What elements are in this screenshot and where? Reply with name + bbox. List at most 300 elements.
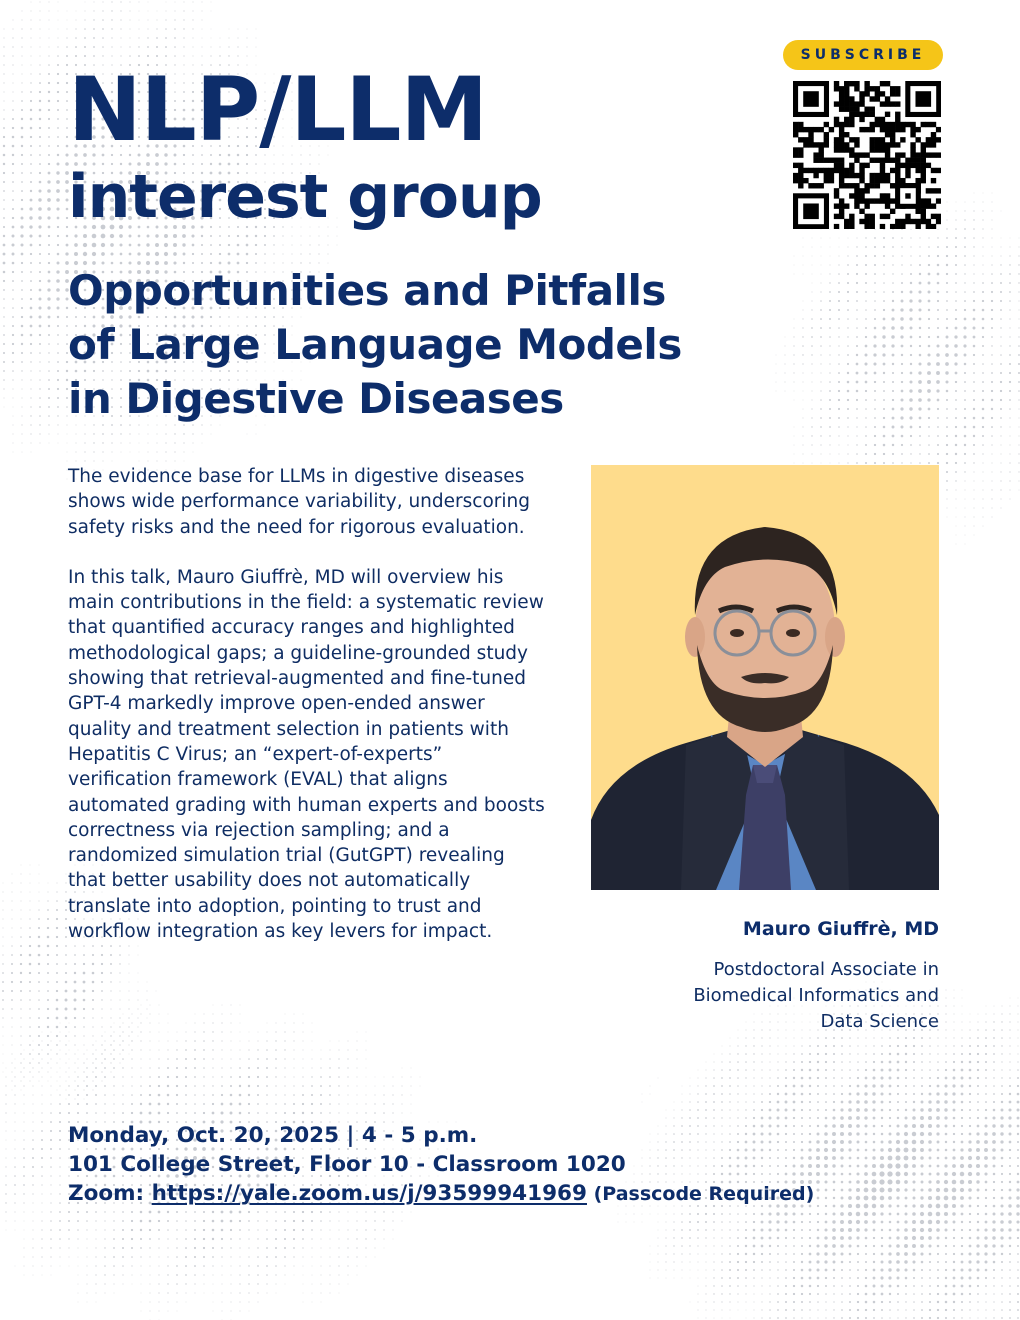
halftone-dot — [991, 264, 992, 265]
halftone-dot — [910, 237, 911, 238]
halftone-dot — [965, 508, 966, 509]
halftone-dot — [705, 1285, 706, 1286]
halftone-dot — [697, 1093, 698, 1094]
halftone-dot — [1001, 1101, 1003, 1103]
halftone-dot — [256, 434, 257, 435]
halftone-dot — [159, 1041, 160, 1042]
halftone-dot — [185, 1103, 187, 1105]
halftone-dot — [51, 1041, 52, 1042]
halftone-dot — [77, 1076, 78, 1077]
halftone-dot — [896, 1180, 901, 1185]
halftone-dot — [833, 1093, 835, 1095]
halftone-dot — [1009, 318, 1010, 319]
halftone-dot — [129, 235, 132, 238]
halftone-dot — [874, 282, 876, 284]
halftone-dot — [221, 1049, 222, 1050]
halftone-dot — [745, 1045, 746, 1046]
halftone-dot — [139, 2, 140, 3]
halftone-dot — [149, 1085, 151, 1087]
halftone-dot — [872, 1084, 875, 1087]
halftone-dot — [856, 363, 859, 366]
halftone-dot — [57, 154, 59, 156]
halftone-dot — [794, 256, 795, 257]
halftone-dot — [3, 118, 5, 120]
halftone-dot — [1016, 1188, 1019, 1191]
halftone-dot — [944, 1084, 947, 1087]
halftone-dot — [713, 1293, 714, 1294]
halftone-dot — [95, 1049, 96, 1050]
halftone-dot — [6, 1131, 7, 1132]
halftone-dot — [1016, 1204, 1020, 1208]
halftone-dot — [897, 1085, 899, 1087]
halftone-dot — [901, 246, 902, 247]
halftone-dot — [84, 442, 85, 443]
halftone-dot — [221, 1103, 224, 1106]
halftone-dot — [48, 271, 51, 274]
halftone-dot — [965, 499, 966, 500]
halftone-dot — [1010, 1006, 1011, 1007]
halftone-dot — [1009, 1165, 1011, 1167]
halftone-dot — [874, 291, 876, 293]
halftone-dot — [785, 1237, 787, 1239]
halftone-dot — [889, 1317, 890, 1318]
halftone-dot — [132, 1014, 133, 1015]
halftone-dot — [41, 1139, 43, 1141]
halftone-dot — [960, 1156, 964, 1160]
halftone-dot — [777, 1301, 779, 1303]
halftone-dot — [30, 118, 33, 121]
halftone-dot — [194, 1103, 196, 1105]
halftone-dot — [777, 1229, 780, 1232]
halftone-dot — [176, 1049, 177, 1050]
halftone-dot — [825, 1269, 828, 1272]
halftone-dot — [812, 256, 813, 257]
halftone-dot — [21, 181, 23, 183]
halftone-dot — [809, 1037, 810, 1038]
halftone-dot — [1018, 309, 1019, 310]
halftone-dot — [302, 1094, 304, 1096]
halftone-dot — [816, 1172, 820, 1176]
halftone-dot — [973, 237, 975, 239]
halftone-dot — [158, 1067, 160, 1069]
halftone-dot — [57, 55, 59, 57]
halftone-dot — [38, 189, 41, 192]
halftone-dot — [919, 345, 921, 347]
halftone-dot — [721, 1085, 723, 1087]
halftone-dot — [961, 1301, 963, 1303]
halftone-dot — [1000, 372, 1002, 374]
halftone-dot — [12, 316, 14, 318]
halftone-dot — [809, 1277, 812, 1280]
halftone-dot — [937, 1269, 939, 1271]
halftone-dot — [139, 29, 140, 30]
halftone-dot — [993, 1021, 994, 1022]
halftone-dot — [977, 1229, 980, 1232]
halftone-dot — [1009, 1061, 1010, 1062]
halftone-dot — [881, 1133, 884, 1136]
halftone-dot — [721, 1269, 723, 1271]
halftone-dot — [57, 352, 59, 354]
halftone-dot — [982, 273, 983, 274]
halftone-dot — [293, 1085, 294, 1086]
halftone-dot — [1009, 480, 1010, 481]
halftone-dot — [945, 1013, 946, 1014]
halftone-dot — [982, 327, 985, 330]
halftone-dot — [889, 1117, 891, 1119]
halftone-dot — [705, 1309, 706, 1310]
halftone-dot — [761, 1317, 762, 1318]
halftone-dot — [954, 335, 957, 338]
halftone-dot — [123, 1014, 124, 1015]
halftone-dot — [982, 435, 984, 437]
halftone-dot — [913, 1053, 915, 1055]
halftone-dot — [777, 1317, 779, 1319]
halftone-dot — [30, 370, 31, 371]
halftone-dot — [753, 1237, 756, 1240]
halftone-dot — [666, 1214, 667, 1215]
halftone-dot — [928, 444, 930, 446]
halftone-dot — [745, 1061, 747, 1063]
halftone-dot — [945, 1133, 948, 1136]
halftone-dot — [929, 1157, 932, 1160]
halftone-dot — [874, 390, 876, 392]
halftone-dot — [32, 1067, 33, 1068]
halftone-dot — [122, 1031, 123, 1032]
halftone-dot — [356, 1058, 357, 1059]
halftone-dot — [21, 334, 24, 337]
halftone-dot — [920, 1164, 923, 1167]
halftone-dot — [130, 452, 131, 453]
halftone-dot — [249, 1032, 250, 1033]
halftone-dot — [769, 1261, 771, 1263]
halftone-dot — [273, 235, 275, 237]
halftone-dot — [59, 1130, 61, 1132]
halftone-dot — [905, 1285, 907, 1287]
halftone-dot — [912, 1116, 916, 1120]
halftone-dot — [946, 336, 949, 339]
halftone-dot — [838, 372, 840, 374]
halftone-dot — [812, 463, 813, 464]
halftone-dot — [921, 1269, 923, 1271]
halftone-dot — [946, 462, 948, 464]
halftone-dot — [874, 426, 876, 428]
halftone-dot — [793, 1221, 796, 1224]
halftone-dot — [912, 1204, 915, 1207]
halftone-dot — [15, 1068, 16, 1069]
halftone-dot — [944, 1212, 948, 1216]
halftone-dot — [973, 408, 975, 410]
halftone-dot — [937, 327, 939, 329]
halftone-dot — [30, 388, 31, 389]
halftone-dot — [210, 253, 212, 255]
halftone-dot — [793, 1109, 796, 1112]
halftone-dot — [650, 1214, 651, 1215]
halftone-dot — [176, 1058, 178, 1060]
halftone-dot — [982, 291, 984, 293]
halftone-dot — [156, 37, 158, 39]
halftone-dot — [21, 64, 22, 65]
halftone-dot — [84, 37, 86, 39]
halftone-dot — [857, 1317, 859, 1319]
halftone-dot — [829, 435, 830, 436]
halftone-dot — [311, 1076, 312, 1077]
halftone-dot — [928, 291, 931, 294]
halftone-dot — [30, 298, 32, 300]
halftone-dot — [1001, 1013, 1002, 1014]
halftone-dot — [658, 1278, 659, 1279]
halftone-dot — [849, 1261, 851, 1263]
halftone-dot — [839, 238, 840, 239]
halftone-dot — [848, 1116, 852, 1120]
halftone-dot — [904, 1148, 909, 1153]
halftone-dot — [1009, 327, 1010, 328]
halftone-dot — [3, 154, 6, 157]
halftone-dot — [131, 1112, 133, 1114]
halftone-dot — [901, 345, 904, 348]
halftone-dot — [848, 238, 849, 239]
halftone-dot — [881, 1261, 884, 1264]
halftone-dot — [366, 1032, 367, 1033]
halftone-dot — [650, 1254, 651, 1255]
halftone-dot — [120, 253, 123, 256]
halftone-dot — [164, 234, 168, 238]
halftone-dot — [889, 1245, 892, 1248]
halftone-dot — [912, 1228, 916, 1232]
halftone-dot — [49, 20, 50, 21]
halftone-dot — [969, 1077, 972, 1080]
halftone-dot — [889, 1309, 891, 1311]
halftone-dot — [698, 1286, 699, 1287]
halftone-dot — [785, 1061, 786, 1062]
halftone-dot — [39, 73, 41, 75]
halftone-dot — [985, 1285, 987, 1287]
halftone-dot — [865, 327, 867, 329]
halftone-dot — [920, 1148, 924, 1152]
halftone-dot — [193, 47, 194, 48]
halftone-dot — [111, 433, 113, 435]
halftone-dot — [856, 282, 858, 284]
halftone-dot — [240, 1014, 241, 1015]
halftone-dot — [937, 318, 939, 320]
halftone-dot — [848, 1100, 851, 1103]
halftone-dot — [293, 1031, 294, 1032]
halftone-dot — [256, 47, 257, 48]
halftone-dot — [897, 1093, 899, 1095]
halftone-dot — [202, 47, 203, 48]
halftone-dot — [374, 1112, 376, 1114]
halftone-dot — [901, 282, 903, 284]
halftone-dot — [1017, 1229, 1020, 1232]
halftone-dot — [929, 1037, 931, 1039]
halftone-dot — [729, 1253, 731, 1255]
halftone-dot — [713, 1229, 714, 1230]
halftone-dot — [158, 1094, 161, 1097]
halftone-dot — [973, 264, 974, 265]
halftone-dot — [13, 425, 14, 426]
halftone-dot — [21, 28, 22, 29]
halftone-dot — [753, 1101, 755, 1103]
halftone-dot — [913, 1277, 915, 1279]
halftone-dot — [912, 1164, 916, 1168]
halftone-dot — [1001, 1277, 1002, 1278]
halftone-dot — [801, 1309, 803, 1311]
halftone-dot — [76, 11, 77, 12]
halftone-dot — [928, 1244, 931, 1247]
halftone-dot — [713, 1117, 715, 1119]
halftone-dot — [1008, 1108, 1011, 1111]
halftone-dot — [952, 1084, 955, 1087]
halftone-dot — [865, 336, 867, 338]
halftone-dot — [303, 1032, 304, 1033]
halftone-dot — [14, 1103, 15, 1104]
halftone-dot — [982, 363, 984, 365]
halftone-dot — [1009, 264, 1010, 265]
halftone-dot — [829, 318, 831, 320]
halftone-dot — [122, 1058, 124, 1060]
halftone-dot — [872, 1220, 875, 1223]
halftone-dot — [896, 1244, 900, 1248]
halftone-dot — [892, 273, 893, 274]
halftone-dot — [897, 1221, 900, 1224]
halftone-dot — [873, 1301, 876, 1304]
halftone-dot — [753, 1293, 754, 1294]
halftone-dot — [57, 343, 59, 345]
halftone-dot — [12, 46, 13, 47]
halftone-dot — [1019, 436, 1020, 437]
halftone-dot — [961, 1237, 963, 1239]
halftone-dot — [865, 246, 867, 248]
halftone-dot — [905, 1101, 907, 1103]
halftone-dot — [167, 1076, 169, 1078]
halftone-dot — [237, 253, 240, 256]
halftone-dot — [856, 1236, 859, 1239]
halftone-dot — [945, 1149, 948, 1152]
halftone-dot — [992, 193, 993, 194]
halftone-dot — [992, 211, 993, 212]
halftone-dot — [745, 1093, 746, 1094]
halftone-dot — [737, 1221, 739, 1223]
halftone-dot — [833, 1101, 835, 1103]
halftone-dot — [60, 1068, 61, 1069]
halftone-dot — [6, 1068, 7, 1069]
halftone-dot — [30, 37, 31, 38]
halftone-dot — [874, 417, 876, 419]
halftone-dot — [952, 1164, 956, 1168]
halftone-dot — [921, 1173, 924, 1176]
halftone-dot — [953, 1141, 955, 1143]
halftone-dot — [111, 37, 112, 38]
halftone-dot — [777, 1309, 779, 1311]
halftone-dot — [30, 73, 31, 74]
halftone-dot — [95, 1058, 96, 1059]
halftone-dot — [946, 435, 948, 437]
halftone-dot — [888, 1268, 891, 1271]
halftone-dot — [897, 1293, 899, 1295]
halftone-dot — [102, 1, 103, 2]
halftone-dot — [785, 1077, 787, 1079]
halftone-dot — [919, 426, 921, 428]
halftone-dot — [965, 202, 966, 203]
halftone-dot — [993, 1037, 995, 1039]
halftone-dot — [59, 1121, 61, 1123]
halftone-dot — [40, 443, 41, 444]
halftone-dot — [3, 91, 4, 92]
halftone-dot — [936, 1228, 940, 1232]
halftone-dot — [982, 489, 983, 490]
halftone-dot — [210, 244, 212, 246]
halftone-dot — [832, 1212, 835, 1215]
halftone-dot — [681, 1213, 682, 1214]
halftone-dot — [929, 1061, 930, 1062]
halftone-dot — [880, 1076, 883, 1079]
halftone-dot — [955, 381, 957, 383]
halftone-dot — [1017, 1157, 1019, 1159]
halftone-dot — [312, 1059, 313, 1060]
halftone-dot — [945, 1237, 947, 1239]
halftone-dot — [960, 1164, 964, 1168]
halftone-dot — [937, 1157, 940, 1160]
halftone-dot — [165, 46, 167, 48]
halftone-dot — [357, 1077, 358, 1078]
halftone-dot — [921, 1101, 924, 1104]
halftone-dot — [57, 370, 59, 372]
halftone-dot — [58, 434, 59, 435]
halftone-dot — [840, 1156, 843, 1159]
halftone-dot — [889, 1085, 892, 1088]
halftone-dot — [962, 1006, 963, 1007]
halftone-dot — [865, 354, 868, 357]
halftone-dot — [60, 1041, 61, 1042]
halftone-dot — [973, 345, 976, 348]
halftone-dot — [104, 1049, 105, 1050]
halftone-dot — [856, 1212, 861, 1217]
halftone-dot — [1000, 1204, 1003, 1207]
halftone-dot — [977, 1221, 979, 1223]
halftone-dot — [905, 1293, 907, 1295]
halftone-dot — [761, 1093, 763, 1095]
halftone-dot — [865, 1261, 867, 1263]
halftone-dot — [888, 1276, 891, 1279]
halftone-dot — [883, 462, 885, 464]
halftone-dot — [937, 435, 939, 437]
halftone-dot — [977, 1197, 980, 1200]
halftone-dot — [993, 1029, 995, 1031]
halftone-dot — [874, 408, 876, 410]
halftone-dot — [681, 1221, 683, 1223]
halftone-dot — [257, 1085, 259, 1087]
halftone-dot — [809, 1093, 811, 1095]
halftone-dot — [910, 462, 911, 463]
halftone-dot — [32, 1058, 33, 1059]
halftone-dot — [51, 1086, 52, 1087]
halftone-dot — [39, 145, 41, 147]
halftone-dot — [952, 1156, 955, 1159]
halftone-dot — [856, 1188, 860, 1192]
halftone-dot — [961, 1101, 964, 1104]
halftone-dot — [41, 1058, 42, 1059]
halftone-dot — [93, 19, 94, 20]
halftone-dot — [194, 1031, 195, 1032]
halftone-dot — [944, 1092, 947, 1095]
halftone-dot — [857, 1141, 860, 1144]
halftone-dot — [689, 1093, 690, 1094]
halftone-dot — [184, 2, 185, 3]
halftone-dot — [817, 1221, 819, 1223]
halftone-dot — [825, 1101, 827, 1103]
halftone-dot — [248, 1103, 250, 1105]
halftone-dot — [745, 1261, 747, 1263]
halftone-dot — [919, 237, 920, 238]
